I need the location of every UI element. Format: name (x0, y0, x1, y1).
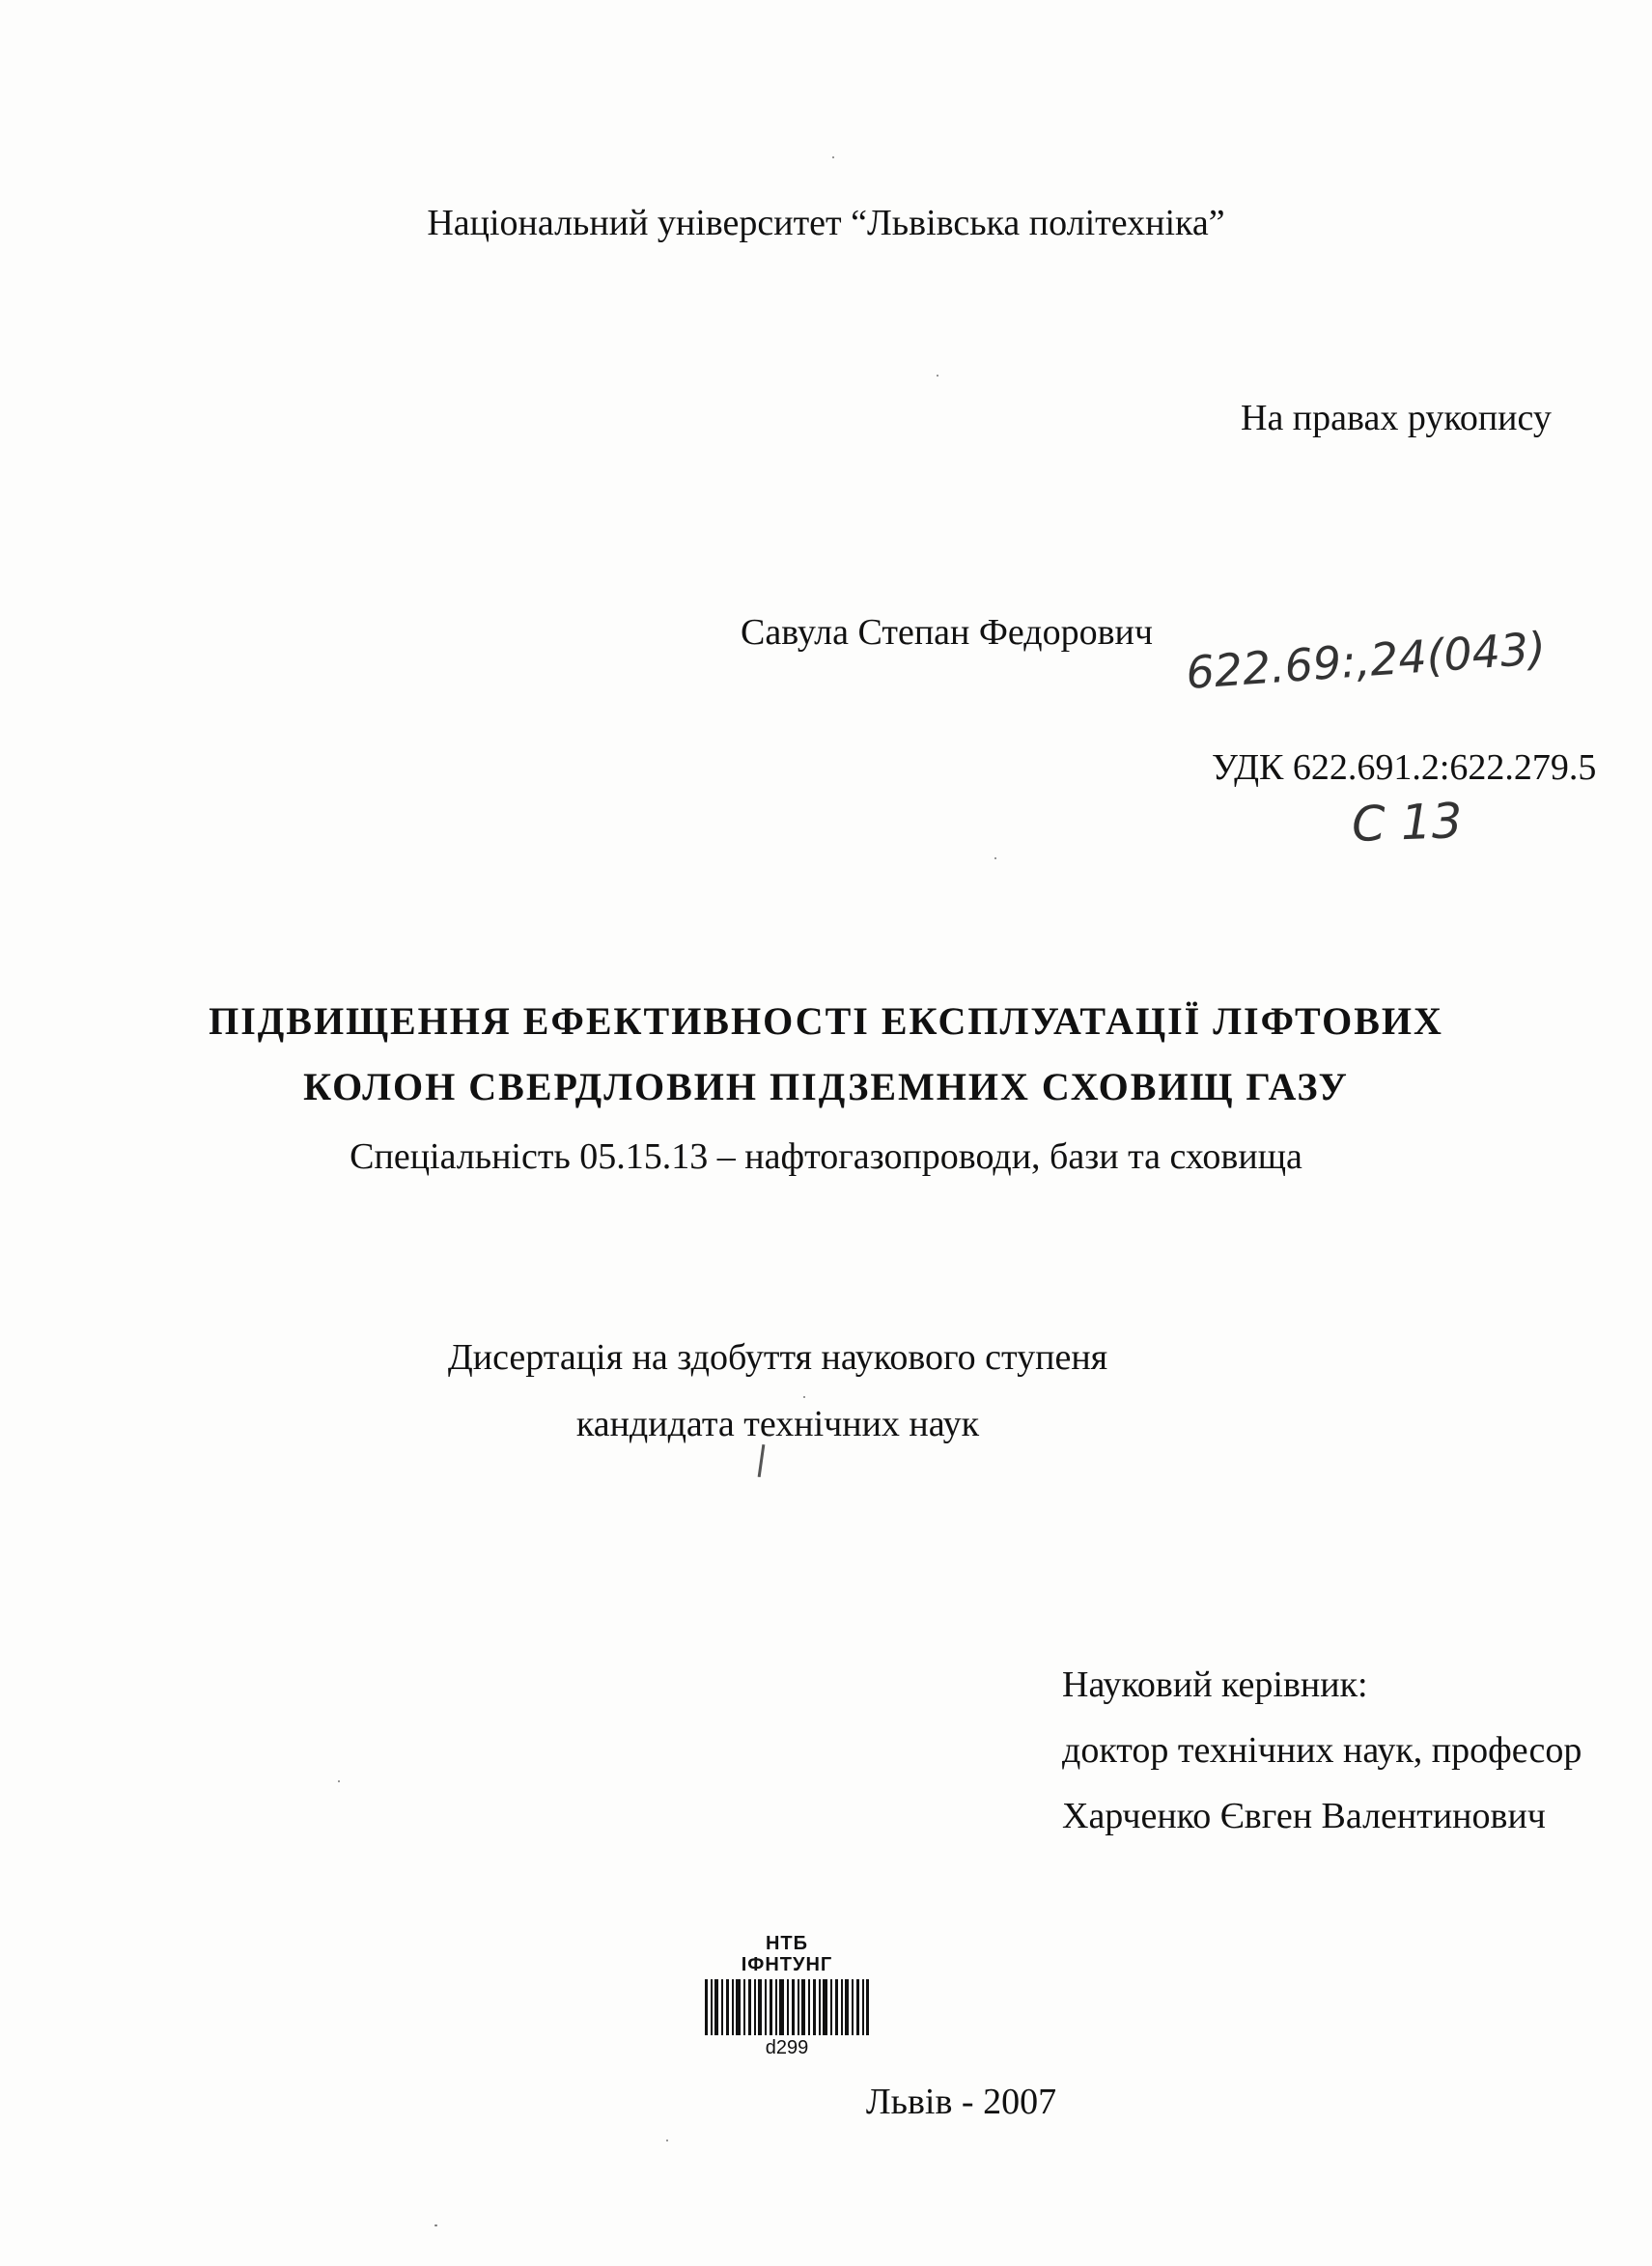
supervisor-name: Харченко Євген Валентинович (1062, 1796, 1546, 1836)
thesis-title-line-2: КОЛОН СВЕРДЛОВИН ПІДЗЕМНИХ СХОВИЩ ГАЗУ (303, 1065, 1349, 1108)
scan-speck (803, 1396, 805, 1398)
scan-speck (434, 2224, 437, 2226)
degree-line-2: кандидата технічних наук (575, 1404, 980, 1444)
manuscript-note: На правах рукопису (1241, 398, 1552, 438)
city-year: Львів - 2007 (865, 2082, 1057, 2122)
scan-speck (937, 375, 938, 377)
speciality: Спеціальність 05.15.13 – нафтогазопроводи, бази та сховища (350, 1136, 1302, 1177)
supervisor-label: Науковий керівник: (1062, 1665, 1368, 1705)
scan-speck (338, 1780, 340, 1782)
stamp-code: d299 (765, 2037, 809, 2058)
scan-speck (994, 857, 996, 859)
stamp-line-2: ІФНТУНГ (741, 1954, 833, 1975)
stamp-line-1: НТБ (765, 1933, 809, 1954)
author-name: Савула Степан Федорович (741, 612, 1153, 653)
library-stamp (695, 1933, 879, 2087)
pen-mark (758, 1444, 766, 1477)
barcode-icon (705, 1979, 869, 2035)
degree-line-1: Дисертація на здобуття наукового ступеня (447, 1337, 1108, 1378)
scan-speck (666, 2140, 668, 2141)
handwritten-classification-code: 622.69:,24(043) (1184, 622, 1548, 699)
university-name: Національний університет “Львівська політехніка” (427, 203, 1225, 243)
scan-speck (832, 156, 834, 158)
supervisor-rank: доктор технічних наук, професор (1062, 1730, 1582, 1771)
udc-code: УДК 622.691.2:622.279.5 (1212, 747, 1597, 788)
handwritten-index: С 13 (1351, 793, 1464, 853)
thesis-title-line-1: ПІДВИЩЕННЯ ЕФЕКТИВНОСТІ ЕКСПЛУАТАЦІЇ ЛІФТОВИХ (209, 999, 1443, 1043)
